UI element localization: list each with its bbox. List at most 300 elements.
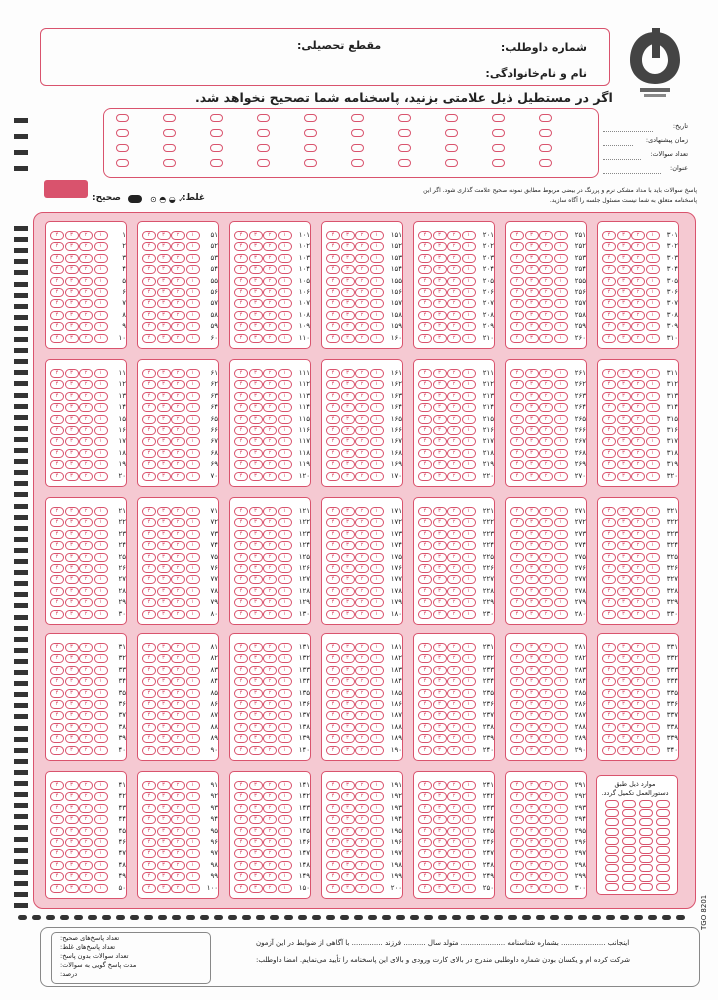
- answer-bubble[interactable]: ۲: [539, 472, 553, 481]
- answer-bubble[interactable]: ۱: [278, 231, 292, 240]
- answer-bubble[interactable]: ۲: [263, 541, 277, 550]
- answer-bubble[interactable]: ۲: [447, 677, 461, 686]
- answer-bubble[interactable]: ۴: [142, 838, 156, 847]
- answer-bubble[interactable]: ۳: [249, 460, 263, 469]
- answer-bubble[interactable]: ۲: [355, 815, 369, 824]
- answer-bubble[interactable]: ۴: [602, 723, 616, 732]
- answer-bubble[interactable]: ۳: [433, 507, 447, 516]
- answer-bubble[interactable]: ۳: [65, 861, 79, 870]
- answer-bubble[interactable]: ۴: [418, 369, 432, 378]
- answer-bubble[interactable]: ۱: [370, 299, 384, 308]
- answer-bubble[interactable]: ۱: [278, 541, 292, 550]
- answer-bubble[interactable]: ۲: [447, 792, 461, 801]
- answer-bubble[interactable]: ۱: [554, 415, 568, 424]
- answer-bubble[interactable]: ۱: [462, 804, 476, 813]
- answer-bubble[interactable]: ۴: [142, 403, 156, 412]
- answer-bubble[interactable]: ۱: [370, 643, 384, 652]
- answer-bubble[interactable]: ۲: [171, 792, 185, 801]
- answer-bubble[interactable]: ۳: [249, 426, 263, 435]
- answer-bubble[interactable]: ۲: [447, 815, 461, 824]
- answer-bubble[interactable]: ۳: [617, 711, 631, 720]
- answer-bubble[interactable]: ۳: [433, 643, 447, 652]
- answer-bubble[interactable]: ۳: [617, 288, 631, 297]
- answer-bubble[interactable]: ۴: [418, 541, 432, 550]
- answer-bubble[interactable]: ۴: [142, 472, 156, 481]
- answer-bubble[interactable]: ۳: [157, 781, 171, 790]
- answer-bubble[interactable]: ۳: [341, 426, 355, 435]
- answer-bubble[interactable]: ۲: [447, 392, 461, 401]
- answer-bubble[interactable]: ۴: [326, 610, 340, 619]
- answer-bubble[interactable]: ۴: [50, 861, 64, 870]
- answer-bubble[interactable]: ۴: [50, 587, 64, 596]
- answer-bubble[interactable]: ۱: [554, 872, 568, 881]
- answer-bubble[interactable]: ۱: [646, 598, 660, 607]
- answer-bubble[interactable]: ۱: [186, 415, 200, 424]
- answer-bubble[interactable]: ۲: [263, 242, 277, 251]
- answer-bubble[interactable]: ۲: [79, 254, 93, 263]
- answer-bubble[interactable]: ۱: [186, 643, 200, 652]
- answer-bubble[interactable]: ۱: [186, 711, 200, 720]
- answer-bubble[interactable]: ۴: [510, 746, 524, 755]
- answer-bubble[interactable]: ۴: [510, 231, 524, 240]
- answer-bubble[interactable]: ۴: [326, 666, 340, 675]
- answer-bubble[interactable]: ۳: [157, 415, 171, 424]
- answer-bubble[interactable]: ۲: [447, 460, 461, 469]
- answer-bubble[interactable]: ۳: [157, 392, 171, 401]
- answer-bubble[interactable]: ۲: [539, 299, 553, 308]
- answer-bubble[interactable]: ۲: [631, 666, 645, 675]
- answer-bubble[interactable]: ۳: [157, 827, 171, 836]
- answer-bubble[interactable]: ۳: [617, 472, 631, 481]
- answer-bubble[interactable]: ۲: [355, 518, 369, 527]
- answer-bubble[interactable]: ۳: [157, 380, 171, 389]
- answer-bubble[interactable]: ۳: [341, 322, 355, 331]
- answer-bubble[interactable]: ۳: [65, 265, 79, 274]
- answer-bubble[interactable]: ۴: [234, 872, 248, 881]
- answer-bubble[interactable]: ۳: [617, 254, 631, 263]
- answer-bubble[interactable]: ۴: [142, 711, 156, 720]
- answer-bubble[interactable]: ۳: [433, 838, 447, 847]
- answer-bubble[interactable]: ۲: [79, 711, 93, 720]
- answer-bubble[interactable]: ۱: [94, 666, 108, 675]
- answer-bubble[interactable]: ۱: [370, 541, 384, 550]
- answer-bubble[interactable]: ۴: [142, 437, 156, 446]
- answer-bubble[interactable]: ۴: [142, 610, 156, 619]
- answer-bubble[interactable]: ۳: [249, 311, 263, 320]
- answer-bubble[interactable]: ۳: [341, 392, 355, 401]
- answer-bubble[interactable]: ۱: [646, 437, 660, 446]
- answer-bubble[interactable]: ۴: [50, 792, 64, 801]
- special-bubble[interactable]: [656, 855, 670, 863]
- answer-bubble[interactable]: ۲: [79, 242, 93, 251]
- answer-bubble[interactable]: ۴: [602, 322, 616, 331]
- answer-bubble[interactable]: ۴: [234, 311, 248, 320]
- answer-bubble[interactable]: ۳: [65, 242, 79, 251]
- answer-bubble[interactable]: ۲: [171, 369, 185, 378]
- answer-bubble[interactable]: ۴: [50, 299, 64, 308]
- answer-bubble[interactable]: ۲: [355, 711, 369, 720]
- answer-bubble[interactable]: ۱: [94, 415, 108, 424]
- special-bubble[interactable]: [622, 828, 636, 836]
- answer-bubble[interactable]: ۴: [418, 700, 432, 709]
- answer-bubble[interactable]: ۳: [157, 553, 171, 562]
- answer-bubble[interactable]: ۲: [79, 804, 93, 813]
- answer-bubble[interactable]: ۲: [263, 723, 277, 732]
- answer-bubble[interactable]: ۲: [539, 426, 553, 435]
- answer-bubble[interactable]: ۲: [631, 380, 645, 389]
- answer-bubble[interactable]: ۳: [341, 610, 355, 619]
- answer-bubble[interactable]: ۳: [525, 884, 539, 893]
- answer-bubble[interactable]: ۱: [186, 689, 200, 698]
- answer-bubble[interactable]: ۲: [171, 530, 185, 539]
- answer-bubble[interactable]: ۲: [447, 666, 461, 675]
- answer-bubble[interactable]: ۴: [326, 392, 340, 401]
- answer-bubble[interactable]: ۱: [94, 723, 108, 732]
- answer-bubble[interactable]: ۳: [617, 380, 631, 389]
- answer-bubble[interactable]: ۳: [157, 746, 171, 755]
- answer-bubble[interactable]: ۳: [65, 689, 79, 698]
- answer-bubble[interactable]: ۲: [447, 277, 461, 286]
- answer-bubble[interactable]: ۴: [326, 242, 340, 251]
- answer-bubble[interactable]: ۴: [234, 541, 248, 550]
- answer-bubble[interactable]: ۳: [65, 403, 79, 412]
- answer-bubble[interactable]: ۴: [602, 299, 616, 308]
- answer-bubble[interactable]: ۱: [462, 815, 476, 824]
- answer-bubble[interactable]: ۴: [602, 254, 616, 263]
- answer-bubble[interactable]: ۲: [263, 677, 277, 686]
- answer-bubble[interactable]: ۴: [602, 643, 616, 652]
- answer-bubble[interactable]: ۱: [370, 392, 384, 401]
- answer-bubble[interactable]: ۳: [617, 392, 631, 401]
- answer-bubble[interactable]: ۲: [539, 277, 553, 286]
- answer-bubble[interactable]: ۲: [171, 700, 185, 709]
- answer-bubble[interactable]: ۲: [355, 700, 369, 709]
- answer-bubble[interactable]: ۳: [433, 654, 447, 663]
- answer-bubble[interactable]: ۲: [79, 541, 93, 550]
- answer-bubble[interactable]: ۲: [631, 723, 645, 732]
- answer-bubble[interactable]: ۳: [157, 734, 171, 743]
- answer-bubble[interactable]: ۲: [539, 861, 553, 870]
- answer-bubble[interactable]: ۱: [186, 231, 200, 240]
- answer-bubble[interactable]: ۴: [50, 449, 64, 458]
- answer-bubble[interactable]: ۴: [510, 598, 524, 607]
- answer-bubble[interactable]: ۱: [94, 231, 108, 240]
- special-bubble[interactable]: [622, 809, 636, 817]
- answer-bubble[interactable]: ۲: [355, 861, 369, 870]
- answer-bubble[interactable]: ۴: [142, 254, 156, 263]
- answer-bubble[interactable]: ۲: [171, 598, 185, 607]
- answer-bubble[interactable]: ۳: [433, 827, 447, 836]
- answer-bubble[interactable]: ۱: [646, 643, 660, 652]
- answer-bubble[interactable]: ۴: [234, 426, 248, 435]
- answer-bubble[interactable]: ۳: [433, 449, 447, 458]
- answer-bubble[interactable]: ۳: [65, 553, 79, 562]
- answer-bubble[interactable]: ۴: [326, 838, 340, 847]
- answer-bubble[interactable]: ۴: [234, 587, 248, 596]
- answer-bubble[interactable]: ۱: [278, 643, 292, 652]
- answer-bubble[interactable]: ۲: [263, 746, 277, 755]
- answer-bubble[interactable]: ۳: [617, 689, 631, 698]
- answer-bubble[interactable]: ۱: [370, 449, 384, 458]
- answer-bubble[interactable]: ۱: [554, 288, 568, 297]
- answer-bubble[interactable]: ۴: [510, 403, 524, 412]
- answer-bubble[interactable]: ۱: [462, 666, 476, 675]
- answer-bubble[interactable]: ۱: [94, 449, 108, 458]
- answer-bubble[interactable]: ۲: [79, 449, 93, 458]
- answer-bubble[interactable]: ۱: [462, 369, 476, 378]
- answer-bubble[interactable]: ۲: [79, 700, 93, 709]
- answer-bubble[interactable]: ۱: [554, 827, 568, 836]
- answer-bubble[interactable]: ۲: [447, 849, 461, 858]
- answer-bubble[interactable]: ۴: [602, 369, 616, 378]
- answer-bubble[interactable]: ۴: [234, 575, 248, 584]
- answer-bubble[interactable]: ۱: [462, 507, 476, 516]
- answer-bubble[interactable]: ۲: [631, 392, 645, 401]
- answer-bubble[interactable]: ۳: [157, 311, 171, 320]
- answer-bubble[interactable]: ۲: [171, 299, 185, 308]
- answer-bubble[interactable]: ۴: [418, 689, 432, 698]
- answer-bubble[interactable]: ۳: [341, 472, 355, 481]
- answer-bubble[interactable]: ۳: [249, 734, 263, 743]
- answer-bubble[interactable]: ۳: [65, 564, 79, 573]
- answer-bubble[interactable]: ۲: [447, 711, 461, 720]
- answer-bubble[interactable]: ۴: [602, 437, 616, 446]
- answer-bubble[interactable]: ۲: [447, 299, 461, 308]
- answer-bubble[interactable]: ۱: [554, 265, 568, 274]
- answer-bubble[interactable]: ۳: [249, 711, 263, 720]
- answer-bubble[interactable]: ۴: [326, 507, 340, 516]
- answer-bubble[interactable]: ۴: [326, 792, 340, 801]
- answer-bubble[interactable]: ۱: [186, 564, 200, 573]
- answer-bubble[interactable]: ۱: [94, 598, 108, 607]
- answer-bubble[interactable]: ۱: [646, 449, 660, 458]
- answer-bubble[interactable]: ۲: [539, 334, 553, 343]
- answer-bubble[interactable]: ۳: [617, 746, 631, 755]
- answer-bubble[interactable]: ۱: [278, 792, 292, 801]
- answer-bubble[interactable]: ۱: [462, 575, 476, 584]
- answer-bubble[interactable]: ۲: [539, 288, 553, 297]
- answer-bubble[interactable]: ۳: [433, 415, 447, 424]
- answer-bubble[interactable]: ۲: [447, 322, 461, 331]
- answer-bubble[interactable]: ۲: [631, 530, 645, 539]
- answer-bubble[interactable]: ۳: [341, 643, 355, 652]
- answer-bubble[interactable]: ۳: [433, 541, 447, 550]
- answer-bubble[interactable]: ۳: [525, 299, 539, 308]
- answer-bubble[interactable]: ۱: [646, 610, 660, 619]
- answer-bubble[interactable]: ۴: [142, 654, 156, 663]
- answer-bubble[interactable]: ۳: [157, 700, 171, 709]
- answer-bubble[interactable]: ۳: [341, 575, 355, 584]
- answer-bubble[interactable]: ۱: [646, 265, 660, 274]
- answer-bubble[interactable]: ۴: [602, 380, 616, 389]
- answer-bubble[interactable]: ۲: [263, 781, 277, 790]
- answer-bubble[interactable]: ۴: [234, 746, 248, 755]
- answer-bubble[interactable]: ۱: [94, 334, 108, 343]
- answer-bubble[interactable]: ۳: [157, 472, 171, 481]
- answer-bubble[interactable]: ۳: [433, 472, 447, 481]
- answer-bubble[interactable]: ۴: [418, 804, 432, 813]
- answer-bubble[interactable]: ۱: [278, 299, 292, 308]
- answer-bubble[interactable]: ۳: [65, 884, 79, 893]
- answer-bubble[interactable]: ۴: [602, 654, 616, 663]
- answer-bubble[interactable]: ۱: [186, 792, 200, 801]
- answer-bubble[interactable]: ۲: [539, 734, 553, 743]
- special-bubble[interactable]: [656, 864, 670, 872]
- answer-bubble[interactable]: ۱: [646, 426, 660, 435]
- answer-bubble[interactable]: ۳: [525, 746, 539, 755]
- answer-bubble[interactable]: ۳: [433, 277, 447, 286]
- answer-bubble[interactable]: ۴: [50, 311, 64, 320]
- answer-bubble[interactable]: ۱: [94, 437, 108, 446]
- answer-bubble[interactable]: ۴: [234, 838, 248, 847]
- answer-bubble[interactable]: ۱: [278, 277, 292, 286]
- answer-bubble[interactable]: ۲: [263, 564, 277, 573]
- answer-bubble[interactable]: ۴: [234, 369, 248, 378]
- answer-bubble[interactable]: ۳: [249, 392, 263, 401]
- answer-bubble[interactable]: ۱: [370, 838, 384, 847]
- answer-bubble[interactable]: ۴: [418, 872, 432, 881]
- answer-bubble[interactable]: ۱: [646, 553, 660, 562]
- answer-bubble[interactable]: ۱: [370, 472, 384, 481]
- answer-bubble[interactable]: ۳: [157, 254, 171, 263]
- answer-bubble[interactable]: ۳: [525, 689, 539, 698]
- answer-bubble[interactable]: ۲: [447, 437, 461, 446]
- answer-bubble[interactable]: ۴: [50, 553, 64, 562]
- answer-bubble[interactable]: ۳: [65, 666, 79, 675]
- answer-bubble[interactable]: ۲: [631, 700, 645, 709]
- answer-bubble[interactable]: ۴: [234, 804, 248, 813]
- answer-bubble[interactable]: ۲: [263, 449, 277, 458]
- answer-bubble[interactable]: ۳: [157, 575, 171, 584]
- answer-bubble[interactable]: ۱: [370, 711, 384, 720]
- answer-bubble[interactable]: ۱: [94, 380, 108, 389]
- answer-bubble[interactable]: ۱: [554, 460, 568, 469]
- answer-bubble[interactable]: ۲: [447, 689, 461, 698]
- answer-bubble[interactable]: ۲: [539, 403, 553, 412]
- special-bubble[interactable]: [639, 818, 653, 826]
- answer-bubble[interactable]: ۴: [234, 781, 248, 790]
- answer-bubble[interactable]: ۳: [249, 299, 263, 308]
- answer-bubble[interactable]: ۱: [94, 884, 108, 893]
- answer-bubble[interactable]: ۳: [617, 231, 631, 240]
- answer-bubble[interactable]: ۴: [418, 311, 432, 320]
- answer-bubble[interactable]: ۱: [462, 723, 476, 732]
- answer-bubble[interactable]: ۲: [539, 553, 553, 562]
- answer-bubble[interactable]: ۴: [510, 610, 524, 619]
- answer-bubble[interactable]: ۳: [525, 380, 539, 389]
- answer-bubble[interactable]: ۲: [355, 460, 369, 469]
- answer-bubble[interactable]: ۲: [539, 804, 553, 813]
- answer-bubble[interactable]: ۴: [326, 861, 340, 870]
- answer-bubble[interactable]: ۲: [631, 541, 645, 550]
- answer-bubble[interactable]: ۳: [617, 643, 631, 652]
- answer-bubble[interactable]: ۳: [65, 804, 79, 813]
- answer-bubble[interactable]: ۳: [433, 369, 447, 378]
- answer-bubble[interactable]: ۴: [50, 277, 64, 286]
- answer-bubble[interactable]: ۱: [186, 518, 200, 527]
- answer-bubble[interactable]: ۲: [355, 781, 369, 790]
- answer-bubble[interactable]: ۱: [186, 666, 200, 675]
- answer-bubble[interactable]: ۲: [447, 781, 461, 790]
- answer-bubble[interactable]: ۲: [447, 723, 461, 732]
- answer-bubble[interactable]: ۲: [539, 311, 553, 320]
- answer-bubble[interactable]: ۲: [263, 380, 277, 389]
- answer-bubble[interactable]: ۳: [341, 403, 355, 412]
- answer-bubble[interactable]: ۴: [510, 334, 524, 343]
- answer-bubble[interactable]: ۴: [602, 449, 616, 458]
- answer-bubble[interactable]: ۲: [447, 734, 461, 743]
- answer-bubble[interactable]: ۳: [65, 507, 79, 516]
- answer-bubble[interactable]: ۲: [171, 610, 185, 619]
- answer-bubble[interactable]: ۴: [510, 654, 524, 663]
- answer-bubble[interactable]: ۳: [433, 575, 447, 584]
- answer-bubble[interactable]: ۱: [646, 334, 660, 343]
- answer-bubble[interactable]: ۱: [462, 849, 476, 858]
- answer-bubble[interactable]: ۱: [278, 426, 292, 435]
- answer-bubble[interactable]: ۱: [186, 254, 200, 263]
- answer-bubble[interactable]: ۱: [646, 575, 660, 584]
- answer-bubble[interactable]: ۲: [263, 426, 277, 435]
- answer-bubble[interactable]: ۱: [278, 689, 292, 698]
- answer-bubble[interactable]: ۲: [79, 231, 93, 240]
- special-bubble[interactable]: [656, 874, 670, 882]
- answer-bubble[interactable]: ۴: [418, 449, 432, 458]
- answer-bubble[interactable]: ۳: [157, 884, 171, 893]
- answer-bubble[interactable]: ۴: [602, 426, 616, 435]
- answer-bubble[interactable]: ۱: [370, 861, 384, 870]
- answer-bubble[interactable]: ۱: [94, 460, 108, 469]
- answer-bubble[interactable]: ۲: [263, 815, 277, 824]
- answer-bubble[interactable]: ۱: [646, 231, 660, 240]
- answer-bubble[interactable]: ۳: [433, 598, 447, 607]
- answer-bubble[interactable]: ۲: [263, 415, 277, 424]
- answer-bubble[interactable]: ۲: [355, 472, 369, 481]
- answer-bubble[interactable]: ۱: [462, 449, 476, 458]
- answer-bubble[interactable]: ۲: [263, 643, 277, 652]
- answer-bubble[interactable]: ۳: [65, 746, 79, 755]
- answer-bubble[interactable]: ۴: [510, 472, 524, 481]
- answer-bubble[interactable]: ۱: [94, 277, 108, 286]
- answer-bubble[interactable]: ۳: [65, 643, 79, 652]
- answer-bubble[interactable]: ۲: [79, 299, 93, 308]
- answer-bubble[interactable]: ۴: [326, 426, 340, 435]
- answer-bubble[interactable]: ۱: [646, 711, 660, 720]
- answer-bubble[interactable]: ۲: [79, 392, 93, 401]
- answer-bubble[interactable]: ۳: [433, 299, 447, 308]
- answer-bubble[interactable]: ۳: [433, 746, 447, 755]
- answer-bubble[interactable]: ۳: [617, 415, 631, 424]
- answer-bubble[interactable]: ۲: [631, 403, 645, 412]
- answer-bubble[interactable]: ۳: [525, 242, 539, 251]
- answer-bubble[interactable]: ۱: [370, 827, 384, 836]
- answer-bubble[interactable]: ۴: [418, 815, 432, 824]
- answer-bubble[interactable]: ۱: [278, 472, 292, 481]
- special-bubble[interactable]: [605, 809, 619, 817]
- answer-bubble[interactable]: ۱: [462, 426, 476, 435]
- answer-bubble[interactable]: ۳: [65, 369, 79, 378]
- answer-bubble[interactable]: ۴: [50, 643, 64, 652]
- special-bubble[interactable]: [656, 837, 670, 845]
- answer-bubble[interactable]: ۳: [617, 723, 631, 732]
- answer-bubble[interactable]: ۲: [539, 884, 553, 893]
- answer-bubble[interactable]: ۴: [50, 700, 64, 709]
- answer-bubble[interactable]: ۳: [433, 288, 447, 297]
- answer-bubble[interactable]: ۴: [50, 746, 64, 755]
- answer-bubble[interactable]: ۱: [646, 460, 660, 469]
- answer-bubble[interactable]: ۴: [50, 518, 64, 527]
- answer-bubble[interactable]: ۳: [525, 449, 539, 458]
- answer-bubble[interactable]: ۱: [646, 369, 660, 378]
